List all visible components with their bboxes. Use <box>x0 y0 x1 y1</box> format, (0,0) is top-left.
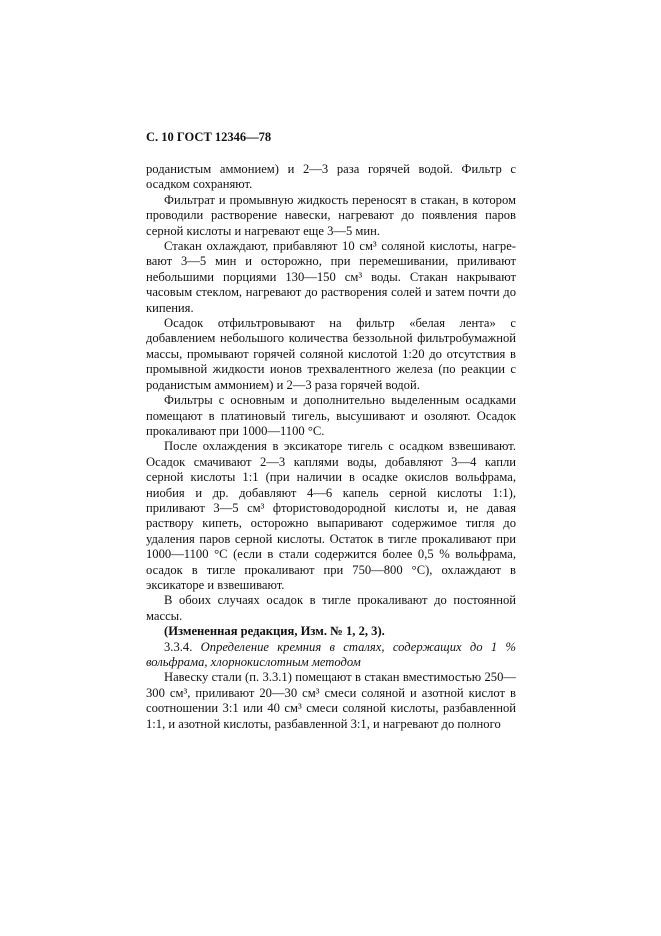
document-page <box>146 130 516 732</box>
clause-heading <box>146 640 516 671</box>
paragraph-3: Стакан охлаждают, прибавляют 10 см³ соляной кислоты, нагревают 3—5 мин и осторожно, при перемешивании, приливают небольшими порциями 130—150 см³ воды. Стакан накрывают часовым стеклом, нагревают до растворения солей и затем почти до кипения. <box>146 239 516 315</box>
amendment-note: (Измененная редакция, Изм. № 1, 2, 3). <box>164 624 385 639</box>
clause-number: 3.3.4. <box>164 639 193 654</box>
clause-title: Определение кремния в сталях, содержащих до 1 % вольфрама, хлорнокислотным методом <box>146 639 516 669</box>
paragraph-6: После охлаждения в эксикаторе тигель с осадком взвешивают. Осадок смачивают 2—3 каплями воды, добавляют 3—4 капли серной кислоты 1:1 (при наличии в осадке окислов вольфрама, ниобия и др. добавляют 4—6 капель серной кислоты 1:1), приливают 3—5 см³ фтористоводородной кислоты и, не давая раствору кипеть, осторожно выпаривают содержимое тигля до удаления паров серной кислоты. Остаток в тигле прокаливают при 1000—1100 °С (если в стали содержится более 0,5 % вольфрама, осадок в тигле прокаливают при 750—800 °С), охлаждают в эксикаторе и взвешивают. <box>146 439 516 592</box>
paragraph-1: роданистым аммонием) и 2—3 раза горячей водой. Фильтр с осадком сохраняют. <box>146 162 516 192</box>
paragraph-5: Фильтры с основным и дополнительно выделенным осадками помещают в платиновый тигель, высушивают и озоляют. Осадок прокаливают при 1000—1100 °С. <box>146 393 516 438</box>
paragraph-2: Фильтрат и промывную жидкость переносят в стакан, в котором проводили растворение навески, нагревают до появления паров серной кислоты и нагревают еще 3—5 мин. <box>146 192 516 238</box>
document-body <box>146 162 516 732</box>
paragraph-4: Осадок отфильтровывают на фильтр «белая лента» с добавлением небольшого количества беззольной фильтробумажной массы, промывают горячей соляной кислотой 1:20 до отсутствия в промывной жидкости ионов трехвалентного железа (по реакции с роданистым аммонием) и 2—3 раза горячей водой. <box>146 316 516 392</box>
page-header: С. 10 ГОСТ 12346—78 <box>146 130 272 144</box>
paragraph-7: В обоих случаях осадок в тигле прокаливают до постоянной массы. <box>146 593 516 623</box>
final-paragraph: Навеску стали (п. 3.3.1) помещают в стакан вместимостью 250—300 см³, приливают 20—30 см³ смеси соляной и азотной кислот в соотношении 3:1 или 40 см³ смеси соляной кислоты, разбавленной 1:1, и азотной кислоты, разбавленной 3:1, и нагревают до полного <box>146 670 516 731</box>
